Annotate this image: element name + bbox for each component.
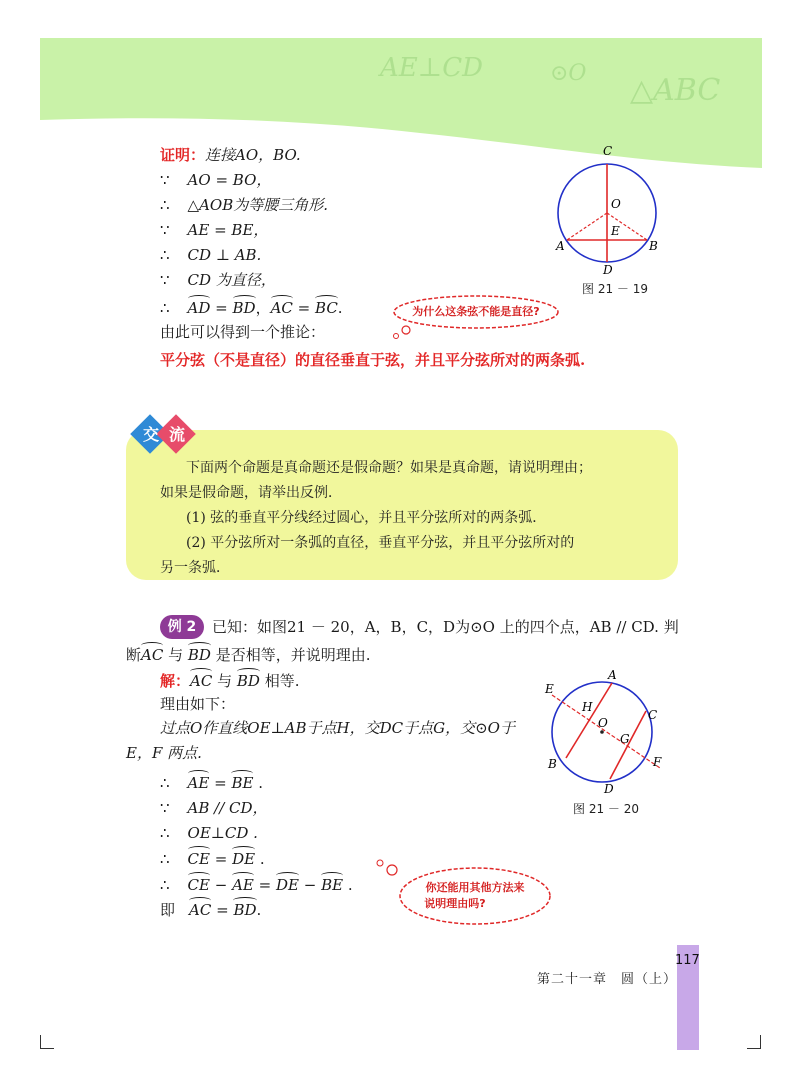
because-symbol: ∵: [160, 171, 170, 189]
proof-text-5: CD ⊥ AB.: [187, 246, 262, 264]
proof-label: 证明：: [160, 146, 206, 164]
crop-mark: [760, 1035, 761, 1049]
proof-text-6: CD 为直径，: [187, 271, 276, 289]
arc-ac: AC: [189, 901, 212, 919]
q2-mid: 与: [168, 646, 184, 664]
step-line-3: [160, 823, 258, 843]
arc-bd: BD: [232, 299, 256, 317]
arc-bd: BD: [187, 646, 211, 664]
fig2-label-d: D: [604, 782, 614, 796]
arc-ce: CE: [187, 876, 210, 894]
example-2-badge: 例 2: [160, 615, 204, 639]
exchange-badge: [130, 412, 210, 454]
page-number: 117: [675, 953, 700, 968]
step-line-4: ∴ CE = DE .: [160, 850, 265, 868]
because-symbol: ∵: [160, 221, 170, 239]
exchange-p3: (1) 弦的垂直平分线经过圆心，并且平分弦所对的两条弧．: [186, 510, 547, 526]
proof-line-2: [160, 170, 271, 190]
arc-bc: BC: [315, 299, 338, 317]
fig2-label-o: O: [598, 716, 608, 730]
crop-mark: [40, 1035, 41, 1049]
namely-symbol: 即: [160, 901, 176, 919]
proof-text-4: AE = BE，: [187, 221, 269, 239]
proof-line-5: [160, 245, 261, 265]
exchange-title-1: 交: [143, 425, 160, 444]
sol-mid: 与: [217, 672, 233, 690]
arc-ae: AE: [187, 774, 210, 792]
arc-bd: BD: [233, 901, 257, 919]
solution-label: 解：: [160, 672, 191, 690]
arc-ac: AC: [141, 646, 164, 664]
fig1-label-e: E: [611, 224, 620, 238]
proof-line-6: [160, 270, 276, 290]
proof-line-8: 由此可以得到一个推论：: [160, 323, 326, 341]
fig2-label-g: G: [620, 732, 630, 746]
arc-ce: CE: [187, 850, 210, 868]
fig2-label-a: A: [608, 668, 617, 682]
arc-de: DE: [276, 876, 299, 894]
proof-text-1: 连接AO，BO.: [205, 146, 301, 164]
sol-post: 相等.: [264, 672, 300, 690]
bubble-2-line-1: 你还能用其他方法来: [425, 881, 525, 894]
arc-be: BE: [231, 774, 254, 792]
fig2-label-c: C: [648, 708, 658, 722]
proof-line-4: [160, 220, 268, 240]
example-2-question-2: [126, 645, 371, 665]
step-3-text: OE⊥CD .: [187, 824, 258, 842]
reason-line-2: E，F 两点.: [126, 744, 202, 762]
q2-pre: 断: [126, 646, 142, 664]
bubble-1-text: 为什么这条弦不能是直径?: [412, 305, 540, 318]
step-line-5: ∴ CE − AE = DE − BE .: [160, 876, 353, 894]
fig1-label-a: A: [556, 239, 565, 253]
therefore-symbol: ∴: [160, 246, 170, 264]
therefore-symbol: ∴: [160, 299, 170, 317]
proof-line-7: ∴ AD = BD，AC = BC.: [160, 299, 343, 317]
therefore-symbol: ∴: [160, 876, 170, 894]
watermark-2: ⊙O: [550, 61, 587, 86]
bubble-2-line-2: 说明理由吗?: [424, 897, 486, 910]
step-line-2: [160, 798, 268, 818]
exchange-p1: 下面两个命题是真命题还是假命题？如果是真命题，请说明理由；: [186, 460, 592, 476]
fig2-label-e: E: [545, 682, 554, 696]
fig1-label-o: O: [611, 197, 621, 211]
therefore-symbol: ∴: [160, 824, 170, 842]
proof-text-2: AO = BO，: [187, 171, 272, 189]
figure-21-20: [540, 665, 670, 797]
exchange-p4: (2) 平分弦所对一条弧的直径，垂直平分弦，并且平分弦所对的: [186, 535, 575, 551]
arc-ac: AC: [190, 672, 213, 690]
arc-ae: AE: [232, 876, 254, 894]
arc-ad: AD: [187, 299, 211, 317]
arc-ac: AC: [270, 299, 293, 317]
step-line-6: 即 AC = BD.: [160, 901, 262, 919]
fig1-label-d: D: [603, 263, 613, 277]
step-2-text: AB // CD，: [187, 799, 268, 817]
reason-line-1: 过点O作直线OE⊥AB于点H，交DC于点G，交⊙O于: [160, 719, 515, 737]
because-symbol: ∵: [160, 799, 170, 817]
watermark-1: AE⊥CD: [380, 53, 483, 83]
therefore-symbol: ∴: [160, 850, 170, 868]
step-line-1: ∴ AE = BE .: [160, 774, 263, 792]
figure-2-caption: 图 21 － 20: [573, 802, 639, 816]
crop-mark: [40, 1048, 54, 1049]
crop-mark: [747, 1048, 761, 1049]
reason-line-0: 理由如下：: [160, 695, 236, 713]
example-2-question-1: 已知：如图21 － 20，A，B，C，D为⊙O 上的四个点，AB // CD. 判: [212, 618, 679, 636]
proof-text-3: △AOB为等腰三角形.: [187, 196, 329, 214]
arc-bd: BD: [236, 672, 260, 690]
therefore-symbol: ∴: [160, 196, 170, 214]
fig2-label-b: B: [548, 757, 557, 771]
fig2-label-h: H: [582, 700, 593, 714]
proof-line-3: [160, 195, 328, 215]
exchange-p5: 另一条弧．: [160, 560, 230, 576]
fig2-label-f: F: [653, 755, 662, 769]
q2-post: 是否相等，并说明理由.: [215, 646, 371, 664]
exchange-p2: 如果是假命题，请举出反例．: [160, 485, 342, 501]
arc-de: DE: [232, 850, 256, 868]
solution-line: [160, 671, 300, 691]
corollary-text: 平分弦（不是直径）的直径垂直于弦，并且平分弦所对的两条弧.: [160, 351, 586, 369]
figure-21-19: [555, 140, 665, 290]
because-symbol: ∵: [160, 271, 170, 289]
fig1-label-c: C: [603, 144, 613, 158]
exchange-title-2: 流: [169, 425, 186, 444]
chapter-title: 第二十一章 圆（上）: [537, 972, 678, 987]
watermark-3: △ABC: [630, 73, 721, 108]
figure-1-caption: 图 21 － 19: [582, 282, 648, 296]
proof-line-1: [160, 145, 301, 165]
fig1-label-b: B: [649, 239, 658, 253]
therefore-symbol: ∴: [160, 774, 170, 792]
arc-be: BE: [321, 876, 344, 894]
